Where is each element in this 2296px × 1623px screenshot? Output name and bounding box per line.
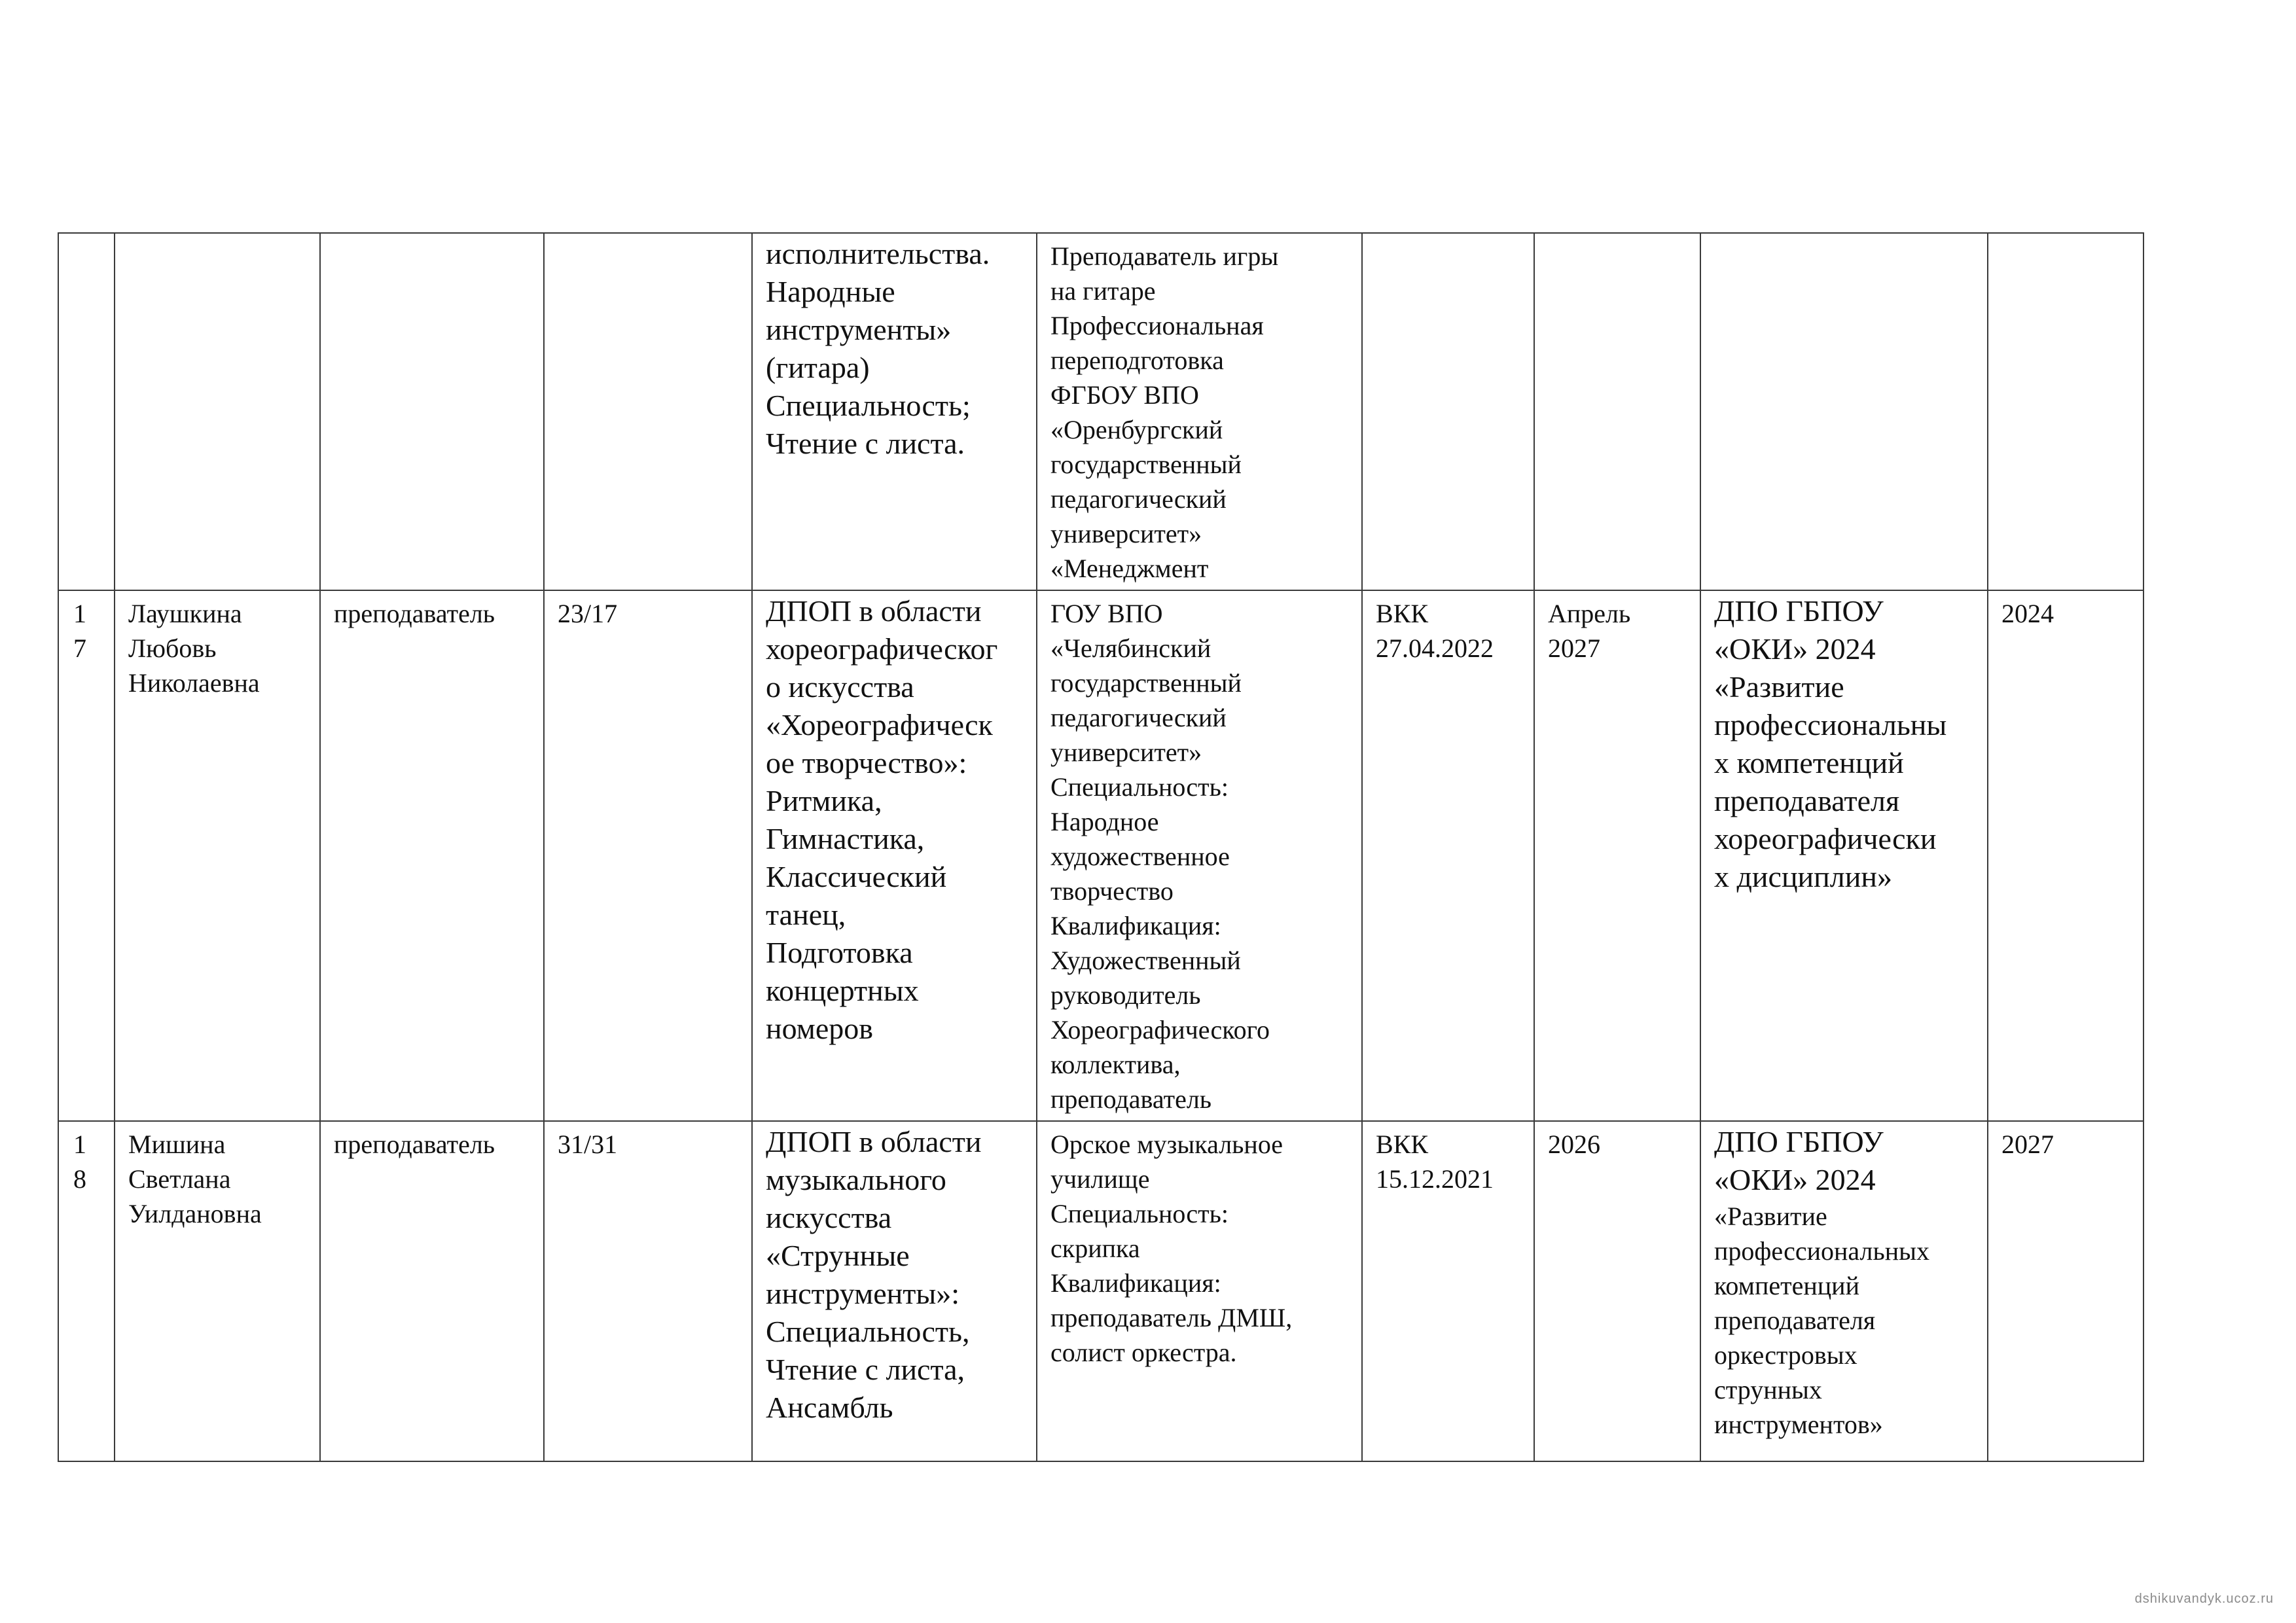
- cell-text-line: Лаушкина: [128, 599, 242, 628]
- cell-category: [1362, 1121, 1534, 1461]
- cell-text-line: преподаватель ДМШ,: [1050, 1303, 1293, 1332]
- cell-text-line: скрипка: [1050, 1234, 1140, 1263]
- cell-education: [1037, 590, 1362, 1121]
- cell-text-line: преподаватель: [334, 1130, 495, 1159]
- cell-text-line: ГОУ ВПО: [1050, 599, 1163, 628]
- cell-text-line: Ансамбль: [766, 1391, 893, 1424]
- cell-text-line: хореографически: [1714, 822, 1937, 855]
- cell-text-line: ое творчество»:: [766, 746, 967, 779]
- cell-text-line: Специальность,: [766, 1315, 970, 1348]
- cell-text-line: профессиональных: [1714, 1236, 1929, 1266]
- cell-text-line: концертных: [766, 974, 919, 1007]
- cell-text-line: Подготовка: [766, 936, 913, 969]
- cell-next-courses: [1988, 233, 2144, 590]
- cell-text-line: солист оркестра.: [1050, 1338, 1237, 1367]
- cell-text-line: коллектива,: [1050, 1050, 1181, 1079]
- table-row: [58, 590, 2144, 1121]
- cell-text-line: государственный: [1050, 668, 1242, 698]
- cell-courses: [1700, 590, 1988, 1121]
- cell-text-line: «Менеджмент: [1050, 554, 1209, 583]
- cell-text-line: педагогический: [1050, 484, 1227, 514]
- cell-text-line: струнных: [1714, 1375, 1822, 1404]
- table-row: [58, 233, 2144, 590]
- cell-category: [1362, 233, 1534, 590]
- cell-text-line: Преподаватель игры: [1050, 241, 1279, 271]
- cell-next-attestation: [1534, 590, 1700, 1121]
- cell-text-line: «ОКИ» 2024: [1714, 632, 1876, 666]
- cell-text-line: «Хореографическ: [766, 708, 993, 741]
- cell-text-line: 27.04.2022: [1376, 633, 1494, 663]
- cell-next-courses: [1988, 1121, 2144, 1461]
- cell-experience: [544, 590, 752, 1121]
- cell-text-line: «Челябинский: [1050, 633, 1211, 663]
- cell-text-line: творчество: [1050, 876, 1174, 906]
- cell-text-line: инструментов»: [1714, 1410, 1883, 1439]
- cell-text-line: «Развитие: [1714, 670, 1844, 704]
- cell-text-line: хореографическог: [766, 632, 998, 666]
- cell-text-line: 2024: [2001, 599, 2054, 628]
- cell-text-line: исполнительства.: [766, 237, 990, 270]
- cell-position: [320, 233, 544, 590]
- cell-courses: [1700, 1121, 1988, 1461]
- cell-text-line: Чтение с листа,: [766, 1353, 965, 1386]
- cell-text-line: 2027: [1548, 633, 1600, 663]
- cell-next-attestation: [1534, 1121, 1700, 1461]
- table-row: [58, 1121, 2144, 1461]
- cell-text-line: Мишина: [128, 1130, 226, 1159]
- cell-category: [1362, 590, 1534, 1121]
- cell-text-line: Народные: [766, 275, 895, 308]
- cell-text-line: 7: [73, 633, 86, 663]
- cell-name: [115, 590, 320, 1121]
- cell-text-line: 15.12.2021: [1376, 1164, 1494, 1194]
- cell-text-line: Николаевна: [128, 668, 260, 698]
- cell-text-line: художественное: [1050, 842, 1230, 871]
- cell-text-line: руководитель: [1050, 980, 1201, 1010]
- cell-text-line: 8: [73, 1164, 86, 1194]
- cell-text-line: училище: [1050, 1164, 1150, 1194]
- cell-text-line: «Развитие: [1714, 1202, 1827, 1231]
- cell-text-line: на гитаре: [1050, 276, 1156, 306]
- cell-text-line: Ритмика,: [766, 784, 882, 817]
- cell-text-line: преподавателя: [1714, 1306, 1876, 1335]
- cell-text-line: ФГБОУ ВПО: [1050, 380, 1199, 410]
- cell-text-line: Народное: [1050, 807, 1159, 836]
- cell-text-line: «ОКИ» 2024: [1714, 1163, 1876, 1196]
- cell-text-line: 31/31: [558, 1130, 618, 1159]
- cell-text-line: «Струнные: [766, 1239, 910, 1272]
- cell-text-line: 23/17: [558, 599, 618, 628]
- cell-program: [752, 1121, 1037, 1461]
- cell-text-line: Уилдановна: [128, 1199, 262, 1228]
- cell-education: [1037, 1121, 1362, 1461]
- cell-text-line: о искусства: [766, 670, 914, 704]
- cell-text-line: Специальность:: [1050, 1199, 1229, 1228]
- cell-program: [752, 590, 1037, 1121]
- cell-text-line: ДПОП в области: [766, 594, 982, 628]
- cell-text-line: инструменты»:: [766, 1277, 960, 1310]
- cell-text-line: Квалификация:: [1050, 911, 1221, 940]
- cell-text-line: Квалификация:: [1050, 1268, 1221, 1298]
- site-watermark: dshikuvandyk.ucoz.ru: [2134, 1592, 2274, 1606]
- cell-text-line: преподавателя: [1714, 784, 1900, 817]
- cell-experience: [544, 233, 752, 590]
- cell-text-line: преподаватель: [334, 599, 495, 628]
- cell-text-line: ВКК: [1376, 1130, 1429, 1159]
- cell-text-line: ВКК: [1376, 599, 1429, 628]
- cell-text-line: Хореографического: [1050, 1015, 1270, 1044]
- cell-experience: [544, 1121, 752, 1461]
- cell-text-line: номеров: [766, 1012, 873, 1045]
- cell-text-line: университет»: [1050, 738, 1202, 767]
- cell-text-line: преподаватель: [1050, 1084, 1212, 1114]
- cell-text-line: Гимнастика,: [766, 822, 925, 855]
- cell-text-line: искусства: [766, 1201, 892, 1234]
- cell-next-attestation: [1534, 233, 1700, 590]
- cell-text-line: переподготовка: [1050, 346, 1224, 375]
- cell-name: [115, 233, 320, 590]
- cell-text-line: танец,: [766, 898, 846, 931]
- cell-text-line: профессиональны: [1714, 708, 1947, 741]
- cell-text-line: Художественный: [1050, 946, 1241, 975]
- cell-next-courses: [1988, 590, 2144, 1121]
- cell-text-line: х компетенций: [1714, 746, 1904, 779]
- cell-text-line: Орское музыкальное: [1050, 1130, 1283, 1159]
- cell-text-line: музыкального: [766, 1163, 946, 1196]
- cell-text-line: (гитара): [766, 351, 870, 384]
- cell-text-line: ДПО ГБПОУ: [1714, 594, 1884, 628]
- cell-text-line: Чтение с листа.: [766, 427, 965, 460]
- cell-text-line: ДПО ГБПОУ: [1714, 1125, 1884, 1158]
- cell-text-line: государственный: [1050, 450, 1242, 479]
- cell-number: [58, 590, 115, 1121]
- cell-text-line: ДПОП в области: [766, 1125, 982, 1158]
- table-body: [58, 233, 2144, 1461]
- cell-text-line: 2026: [1548, 1130, 1600, 1159]
- cell-text-line: Профессиональная: [1050, 311, 1264, 340]
- cell-position: [320, 590, 544, 1121]
- cell-position: [320, 1121, 544, 1461]
- cell-number: [58, 233, 115, 590]
- cell-education: [1037, 233, 1362, 590]
- cell-text-line: Классический: [766, 860, 947, 893]
- cell-text-line: Светлана: [128, 1164, 231, 1194]
- cell-text-line: компетенций: [1714, 1271, 1859, 1300]
- cell-text-line: Апрель: [1548, 599, 1631, 628]
- cell-text-line: Специальность:: [1050, 772, 1229, 802]
- cell-text-line: 1: [73, 1130, 86, 1159]
- cell-text-line: оркестровых: [1714, 1340, 1857, 1370]
- cell-text-line: инструменты»: [766, 313, 952, 346]
- staff-table: [58, 232, 2144, 1462]
- cell-text-line: университет»: [1050, 519, 1202, 548]
- cell-number: [58, 1121, 115, 1461]
- cell-name: [115, 1121, 320, 1461]
- cell-text-line: Специальность;: [766, 389, 971, 422]
- cell-text-line: педагогический: [1050, 703, 1227, 732]
- cell-courses: [1700, 233, 1988, 590]
- cell-text-line: «Оренбургский: [1050, 415, 1223, 444]
- cell-text-line: 2027: [2001, 1130, 2054, 1159]
- cell-text-line: Любовь: [128, 633, 217, 663]
- cell-program: [752, 233, 1037, 590]
- cell-text-line: х дисциплин»: [1714, 860, 1892, 893]
- cell-text-line: 1: [73, 599, 86, 628]
